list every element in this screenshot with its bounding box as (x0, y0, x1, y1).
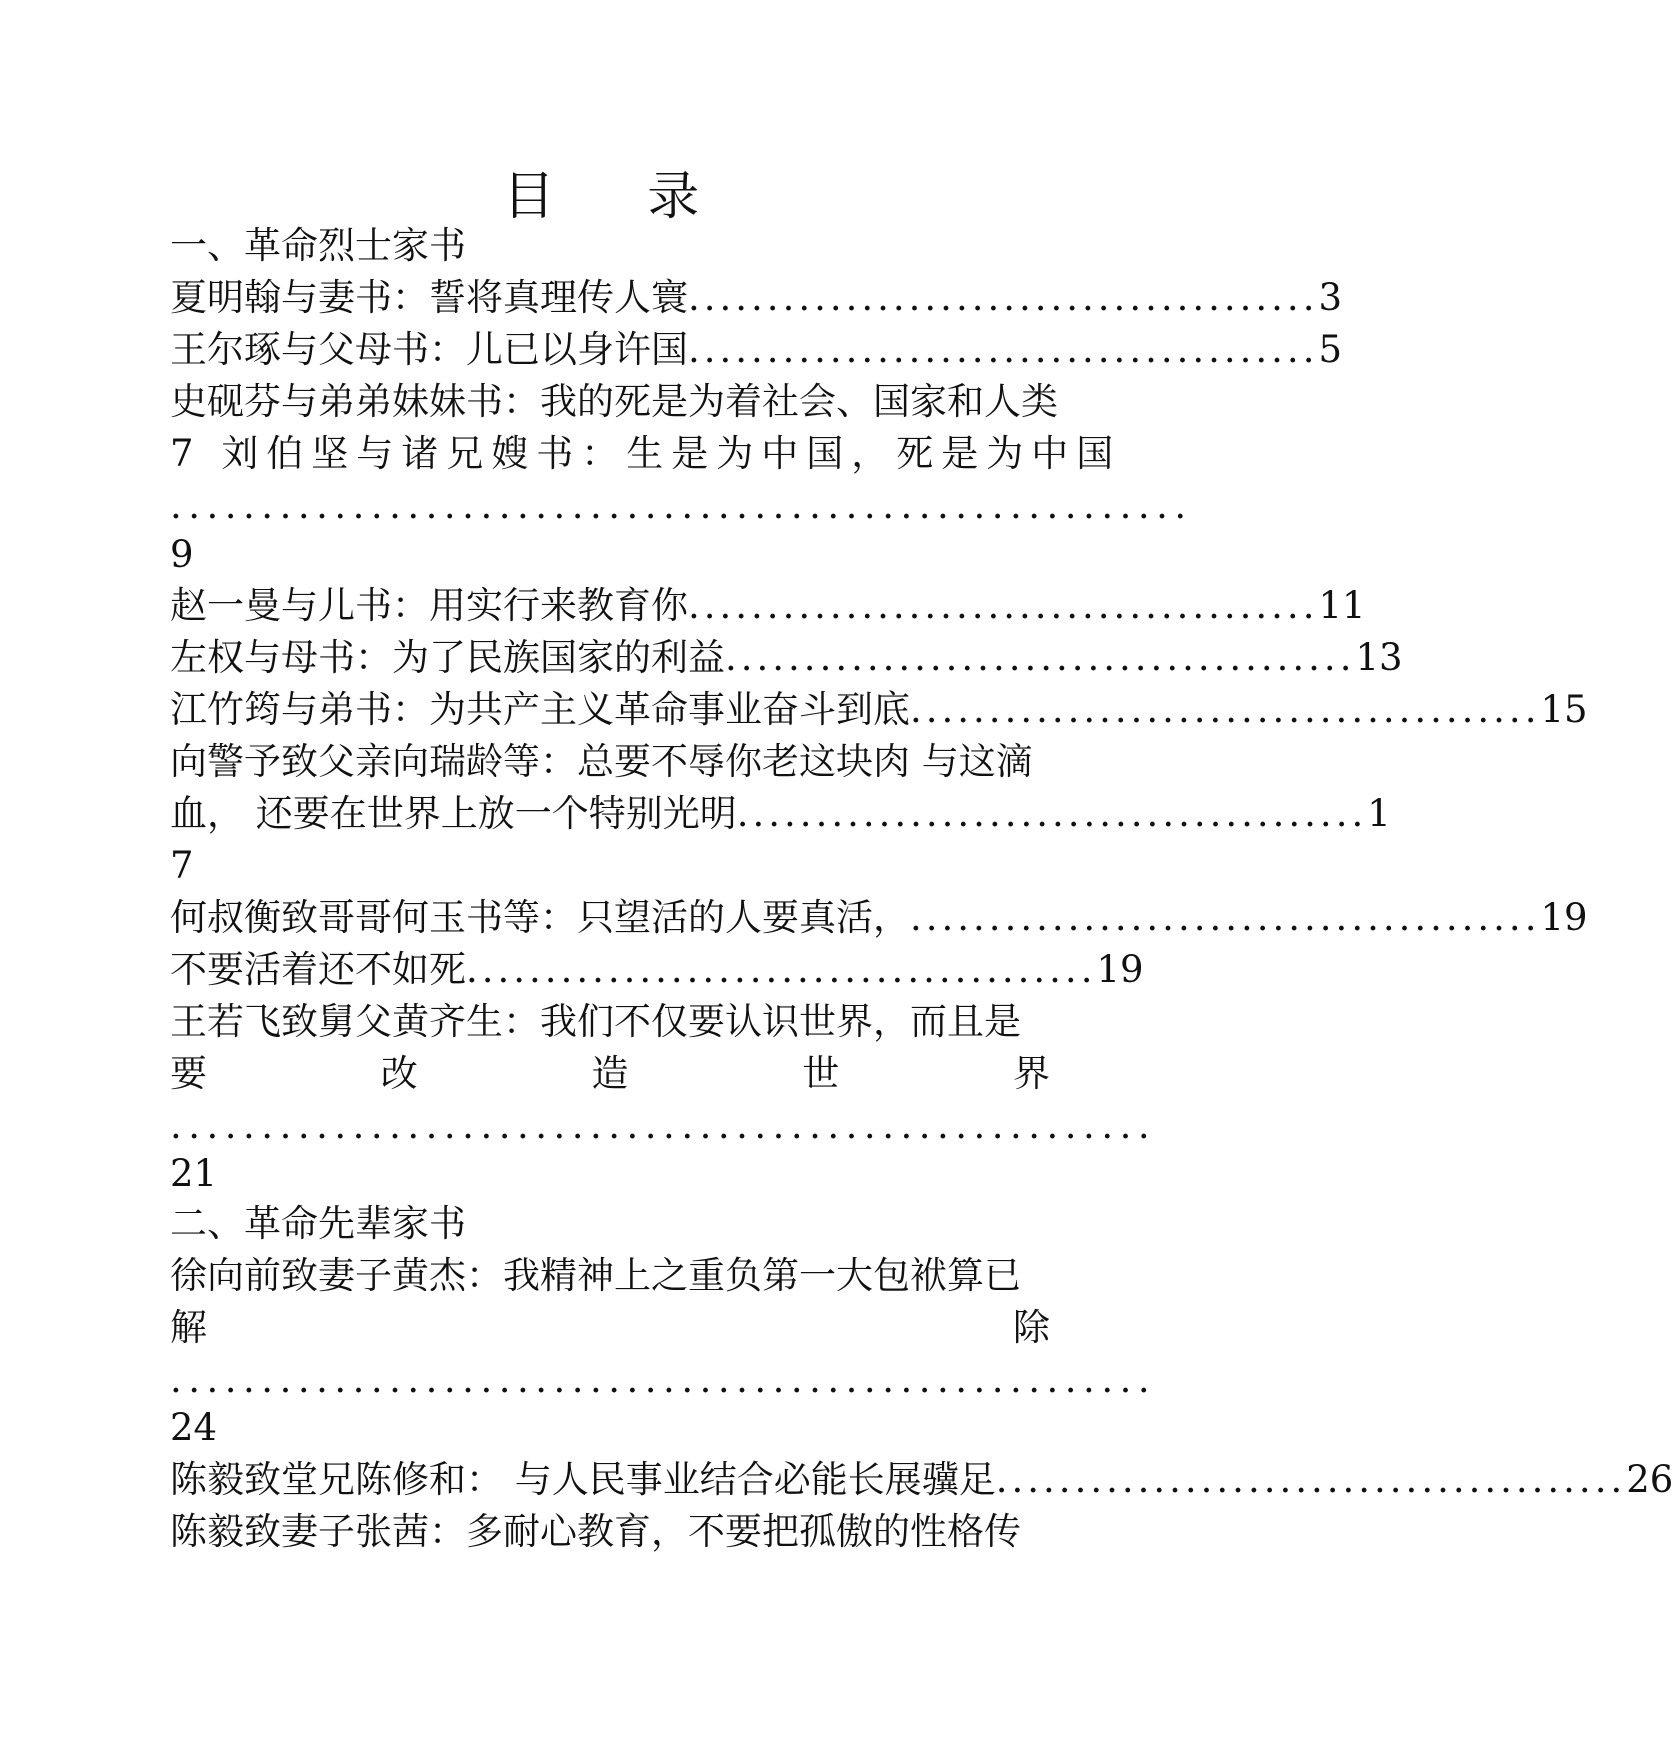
toc-entry-page: 26 (1626, 1458, 1673, 1501)
dot-leader: ........................................ (725, 636, 1356, 679)
section-heading-revolutionary-elders: 二、革命先辈家书 (170, 1202, 466, 1245)
toc-entry-page: 9 (170, 533, 194, 576)
justified-word: 世 (802, 1052, 840, 1095)
justified-word: 除 (1013, 1306, 1050, 1349)
dot-leader: ........................................ (688, 584, 1319, 627)
toc-entry-justified-line[interactable] (170, 1046, 1050, 1102)
toc-entry[interactable] (170, 682, 1588, 738)
toc-entry-title[interactable]: 陈毅致妻子张茜：多耐心教育，不要把孤傲的性格传 (170, 1510, 1021, 1553)
toc-entry-title: 夏明翰与妻书：誓将真理传人寰 (170, 276, 688, 319)
toc-entry[interactable] (170, 322, 1342, 378)
toc-entry[interactable] (170, 942, 1144, 998)
dot-leader: ...................................................... (170, 1104, 1157, 1147)
toc-entry[interactable] (170, 1452, 1673, 1508)
dot-leader: ........................................ (736, 792, 1368, 835)
toc-entry-page: 19 (1096, 948, 1144, 991)
section-heading-revolutionary-martyrs: 一、革命烈士家书 (170, 224, 466, 267)
toc-entry-title: 何叔衡致哥哥何玉书等：只望活的人要真活， (170, 896, 910, 939)
toc-entry-page: 1 (1367, 792, 1391, 835)
toc-entry-title: 刘伯坚与诸兄嫂书：生是为中国，死是为中国 (221, 432, 1122, 475)
toc-entry[interactable] (170, 890, 1588, 946)
toc-entry-title[interactable]: 向警予致父亲向瑞龄等：总要不辱你老这块肉 与这滴 (170, 740, 1033, 783)
toc-entry[interactable] (170, 630, 1403, 686)
justified-word: 要 (170, 1052, 207, 1095)
toc-entry-wrapped-line[interactable] (170, 426, 1122, 482)
toc-entry-title: 左权与母书：为了民族国家的利益 (170, 636, 725, 679)
toc-entry[interactable] (170, 786, 1391, 842)
justified-word: 界 (1013, 1052, 1050, 1095)
dot-leader: ........................................ (910, 688, 1541, 731)
dot-leader: ........................................................ (170, 484, 1193, 527)
page-title: 目 录 (502, 167, 738, 227)
toc-entry-page: 15 (1540, 688, 1588, 731)
toc-entry-title: 江竹筠与弟书：为共产主义革命事业奋斗到底 (170, 688, 910, 731)
dot-leader: ........................................ (910, 896, 1541, 939)
toc-entry-justified-line[interactable] (170, 1300, 1050, 1356)
toc-entry-page: 13 (1355, 636, 1403, 679)
toc-entry-title[interactable]: 史砚芬与弟弟妹妹书：我的死是为着社会、国家和人类 (170, 380, 1058, 423)
toc-entry-page: 19 (1540, 896, 1588, 939)
toc-entry-title[interactable]: 徐向前致妻子黄杰：我精神上之重负第一大包袱算已 (170, 1254, 1021, 1297)
toc-entry-page: 3 (1318, 276, 1342, 319)
toc-entry-title: 不要活着还不如死 (170, 948, 466, 991)
dot-leader: ........................................ (688, 276, 1319, 319)
justified-word: 改 (380, 1052, 418, 1095)
toc-entry-page: 7 (170, 844, 194, 887)
toc-entry-title: 陈毅致堂兄陈修和： 与人民事业结合必能长展骥足 (170, 1458, 996, 1501)
toc-entry-page: 24 (170, 1406, 218, 1449)
toc-entry-title: 王尔琢与父母书：儿已以身许国 (170, 328, 688, 371)
toc-entry-title[interactable]: 王若飞致舅父黄齐生：我们不仅要认识世界，而且是 (170, 1000, 1021, 1043)
dot-leader: ........................................ (688, 328, 1319, 371)
toc-entry-page: 7 (170, 432, 194, 475)
toc-entry-title: 赵一曼与儿书：用实行来教育你 (170, 584, 688, 627)
dot-leader: ........................................ (995, 1458, 1627, 1501)
toc-entry[interactable] (170, 578, 1366, 634)
toc-entry-page: 11 (1318, 584, 1366, 627)
toc-entry[interactable] (170, 270, 1342, 326)
dot-leader: ...................................................... (170, 1358, 1157, 1401)
toc-entry-page: 5 (1318, 328, 1342, 371)
dot-leader: ........................................ (466, 948, 1097, 991)
toc-entry-page: 21 (170, 1152, 218, 1195)
justified-word: 造 (591, 1052, 629, 1095)
toc-entry-title: 血， 还要在世界上放一个特别光明 (170, 792, 737, 835)
justified-word: 解 (170, 1306, 207, 1349)
